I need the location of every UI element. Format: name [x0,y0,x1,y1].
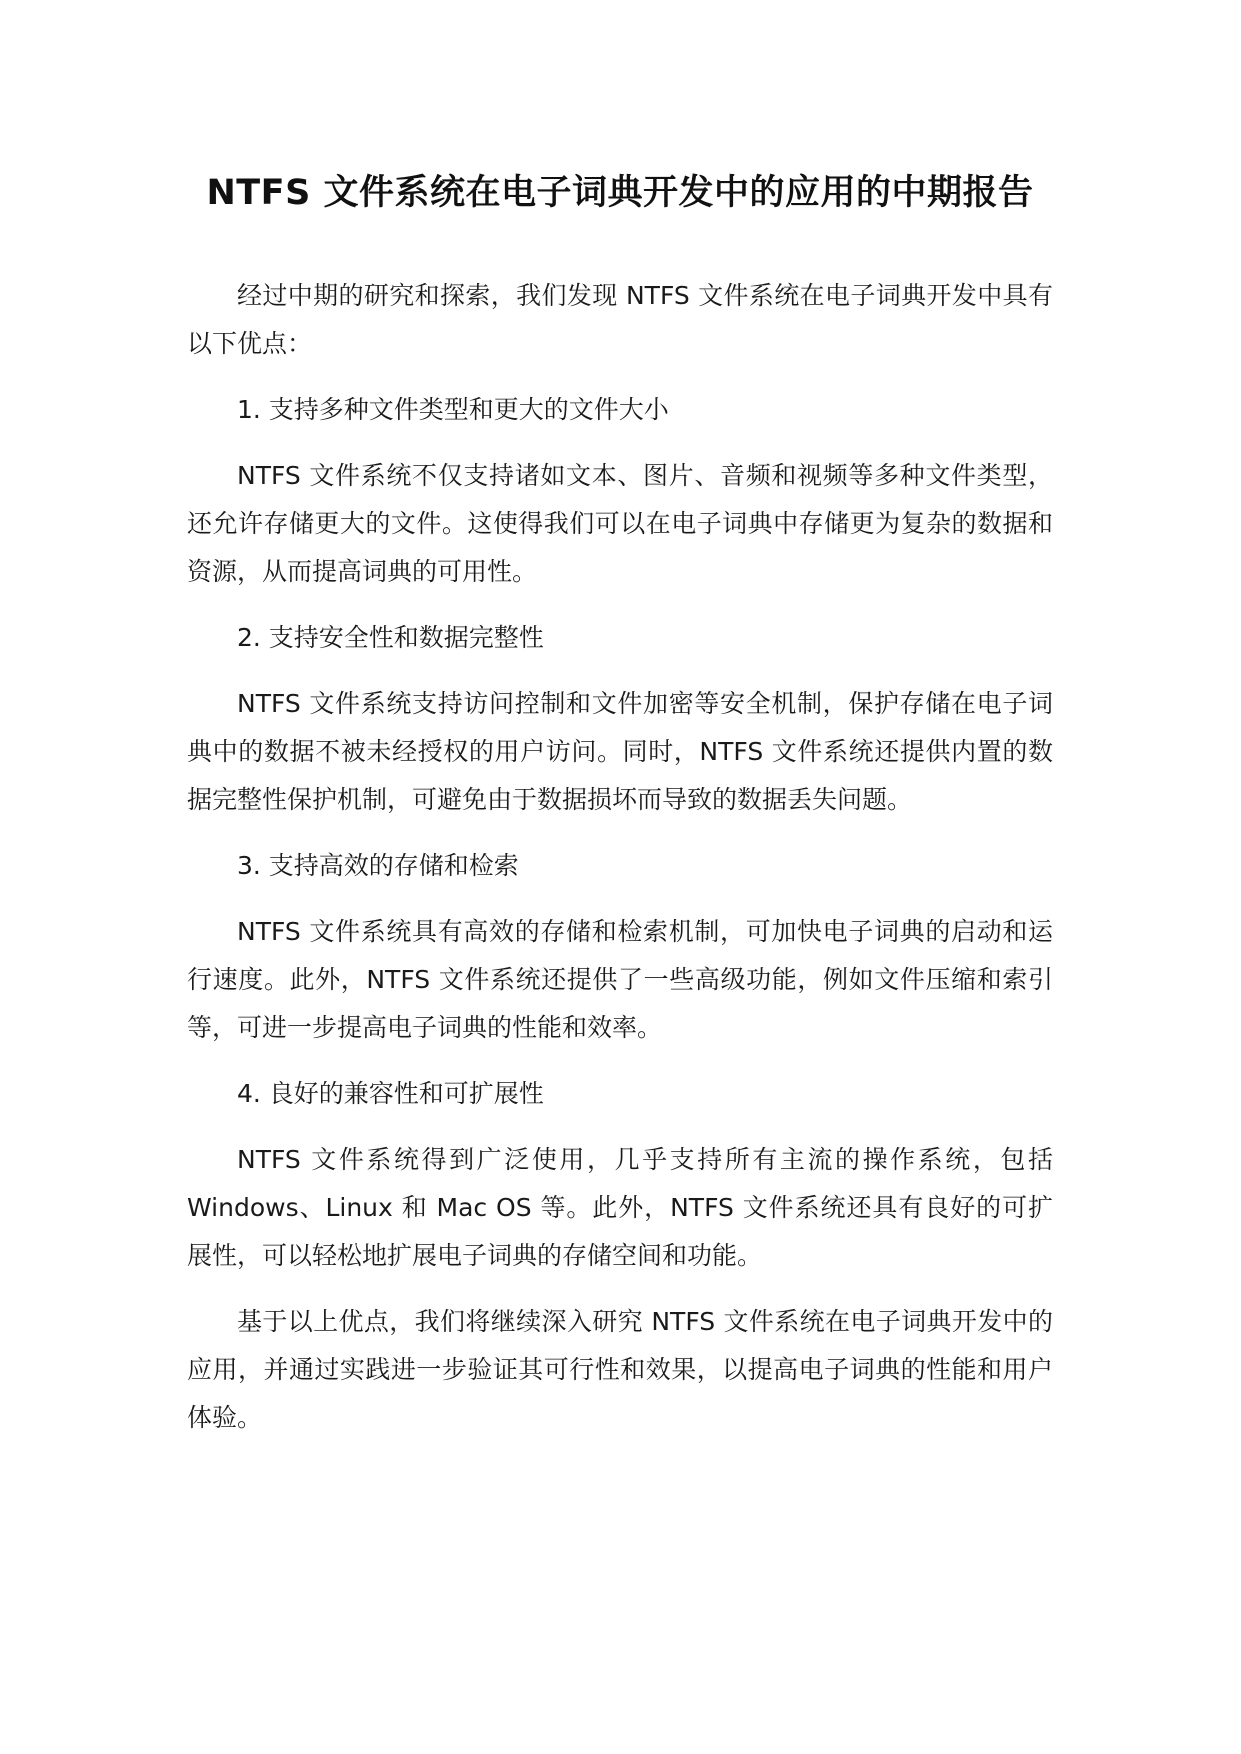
document-page [187,172,1053,1460]
section-body-1: NTFS 文件系统不仅支持诸如文本、图片、音频和视频等多种文件类型，还允许存储更大的文件。这使得我们可以在电子词典中存储更为复杂的数据和资源，从而提高词典的可用性。 [187,460,1053,586]
section-heading-4: 4. 良好的兼容性和可扩展性 [237,1078,544,1108]
section-body-2: NTFS 文件系统支持访问控制和文件加密等安全机制，保护存储在电子词典中的数据不被未经授权的用户访问。同时，NTFS 文件系统还提供内置的数据完整性保护机制，可避免由于数据损坏而导致的数据丢失问题。 [187,688,1053,814]
section-heading-1: 1. 支持多种文件类型和更大的文件大小 [237,394,669,424]
intro-paragraph: 经过中期的研究和探索，我们发现 NTFS 文件系统在电子词典开发中具有以下优点： [187,280,1053,358]
conclusion-paragraph: 基于以上优点，我们将继续深入研究 NTFS 文件系统在电子词典开发中的应用，并通过实践进一步验证其可行性和效果，以提高电子词典的性能和用户体验。 [187,1306,1053,1432]
section-heading-2: 2. 支持安全性和数据完整性 [237,622,544,652]
section-body-4: NTFS 文件系统得到广泛使用，几乎支持所有主流的操作系统，包括 Windows、Linux 和 Mac OS 等。此外，NTFS 文件系统还具有良好的可扩展性，可以轻松地扩展电子词典的存储空间和功能。 [187,1144,1053,1270]
document-title: NTFS 文件系统在电子词典开发中的应用的中期报告 [206,173,1034,213]
section-body-3: NTFS 文件系统具有高效的存储和检索机制，可加快电子词典的启动和运行速度。此外，NTFS 文件系统还提供了一些高级功能，例如文件压缩和索引等，可进一步提高电子词典的性能和效率。 [187,916,1053,1042]
section-heading-3: 3. 支持高效的存储和检索 [237,850,519,880]
